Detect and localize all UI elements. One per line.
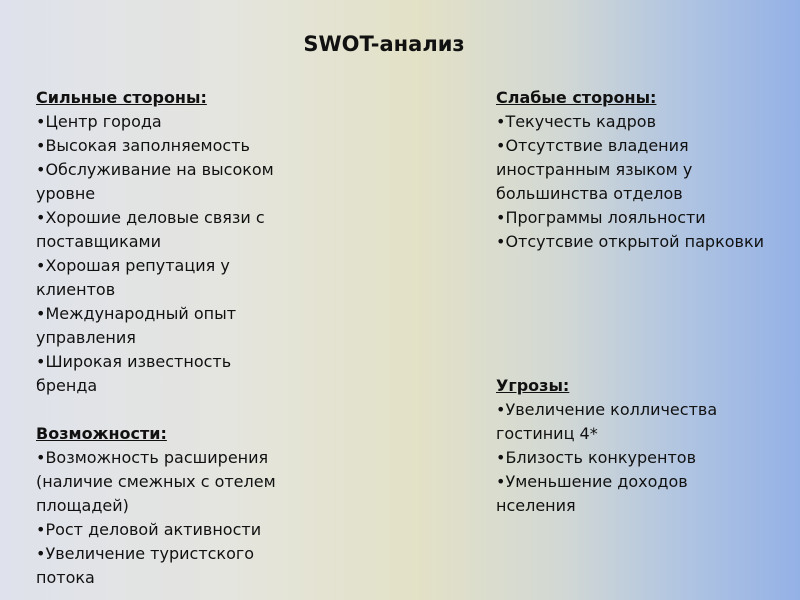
- strength-item: • Высокая заполняемость: [36, 134, 296, 158]
- weakness-item: • Отсутсвие открытой парковки: [496, 230, 796, 254]
- strength-item: • Хорошие деловые связи с поставщиками: [36, 206, 296, 254]
- strength-item: • Центр города: [36, 110, 296, 134]
- strength-item: • Международный опыт управления: [36, 302, 296, 350]
- opportunity-item: • Возможность расширения (наличие смежных с отелем площадей): [36, 446, 296, 518]
- opportunities-heading: Возможности:: [36, 424, 167, 443]
- opportunities-section: [36, 422, 296, 590]
- strengths-section: [36, 86, 296, 398]
- strength-item: • Обслуживание на высоком уровне: [36, 158, 296, 206]
- threat-item: • Уменьшение доходов нселения: [496, 470, 756, 518]
- weakness-item: • Текучесть кадров: [496, 110, 796, 134]
- threat-item: • Близость конкурентов: [496, 446, 756, 470]
- weaknesses-list: [496, 110, 796, 254]
- threats-heading: Угрозы:: [496, 376, 570, 395]
- threat-item: • Увеличение колличества гостиниц 4*: [496, 398, 756, 446]
- page-title: SWOT-анализ: [303, 32, 465, 56]
- threats-section: [496, 374, 756, 518]
- opportunities-list: [36, 446, 296, 590]
- strengths-heading: Сильные стороны:: [36, 88, 207, 107]
- weaknesses-section: [496, 86, 796, 254]
- weakness-item: • Отсутствие владения иностранным языком у большинства отделов: [496, 134, 796, 206]
- weaknesses-heading: Слабые стороны:: [496, 88, 657, 107]
- weakness-item: • Программы лояльности: [496, 206, 796, 230]
- threats-list: [496, 398, 756, 518]
- strength-item: • Хорошая репутация у клиентов: [36, 254, 296, 302]
- opportunity-item: • Увеличение туристского потока: [36, 542, 296, 590]
- strengths-list: [36, 110, 296, 398]
- strength-item: • Широкая известность бренда: [36, 350, 296, 398]
- opportunity-item: • Рост деловой активности: [36, 518, 296, 542]
